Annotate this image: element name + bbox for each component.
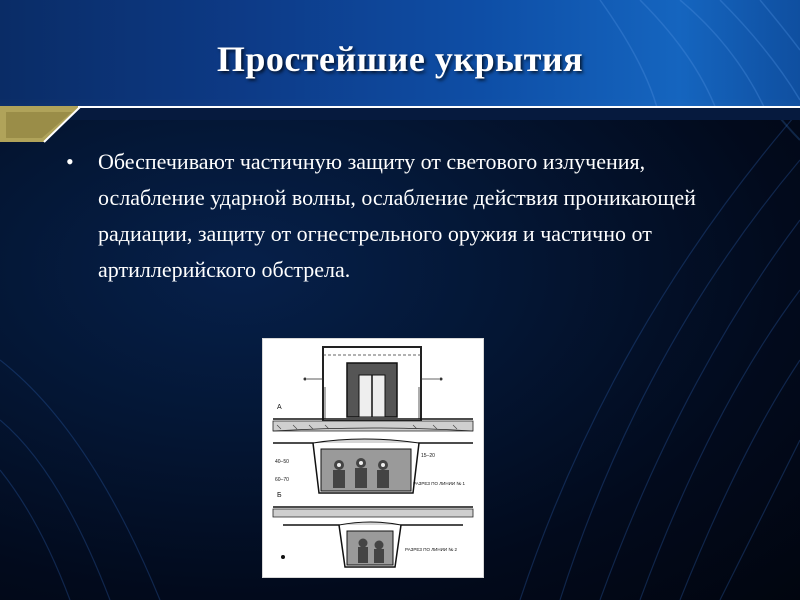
section-b-label: Б	[277, 492, 282, 499]
shelter-diagram-image	[262, 338, 484, 578]
header-divider	[0, 106, 800, 146]
dim-label-1: 15–20	[421, 453, 435, 459]
bullet-item	[62, 144, 752, 288]
dim-label-2: 40–50	[275, 459, 289, 465]
slide-content	[62, 144, 752, 288]
bullet-text: Обеспечивают частичную защиту от светового излучения, ослабление ударной волны, ослабление действия проникающей радиации, защиту от огнестрельного оружия и частично от артиллерийского обстрела.	[98, 149, 696, 282]
cut-1-label: РАЗРЕЗ ПО ЛИНИИ № 1	[413, 481, 465, 486]
section-a-label: А	[277, 404, 282, 411]
slide-title: Простейшие укрытия	[216, 39, 584, 79]
shelter-diagram-icon	[263, 339, 483, 577]
cut-2-label: РАЗРЕЗ ПО ЛИНИИ № 2	[405, 547, 457, 552]
dim-label-3: 60–70	[275, 477, 289, 483]
bullet-icon: •	[66, 149, 74, 174]
